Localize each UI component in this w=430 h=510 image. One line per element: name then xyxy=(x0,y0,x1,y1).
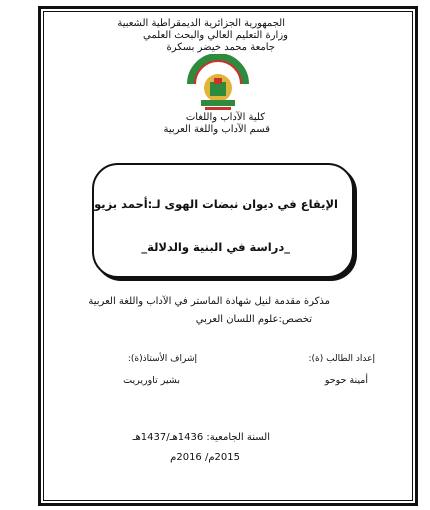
specialty: تخصص:علوم اللسان العربي xyxy=(195,314,312,325)
academic-year-gregorian: 2015م/ 2016م xyxy=(170,452,240,463)
thesis-title: الإيقاع في ديوان نبضات الهوى لـ:أحمد بزيو xyxy=(94,197,338,211)
thesis-subtitle: _دراسة في البنية والدلالة_ xyxy=(141,240,290,254)
ministry-heading: وزارة التعليم العالي والبحث العلمي xyxy=(143,30,288,41)
faculty-name: كلية الآداب واللغات xyxy=(185,112,265,123)
supervisor-name: بشير تاوريريت xyxy=(123,375,180,386)
department-name: قسم الآداب واللغة العربية xyxy=(163,124,270,135)
academic-year-hijri: السنة الجامعية: 1436هـ/1437هـ xyxy=(132,432,270,443)
university-heading: جامعة محمد خيضر بسكرة xyxy=(166,42,275,53)
student-name: أمينة حوحو xyxy=(324,375,368,386)
supervisor-label: إشراف الأستاذ(ة): xyxy=(127,354,197,364)
degree-statement: مذكرة مقدمة لنيل شهادة الماستر في الآداب واللغة العربية xyxy=(88,296,330,307)
title-box xyxy=(92,163,354,278)
student-label: إعداد الطالب (ة): xyxy=(308,354,375,364)
republic-heading: الجمهورية الجزائرية الديمقراطية الشعبية xyxy=(117,18,285,29)
